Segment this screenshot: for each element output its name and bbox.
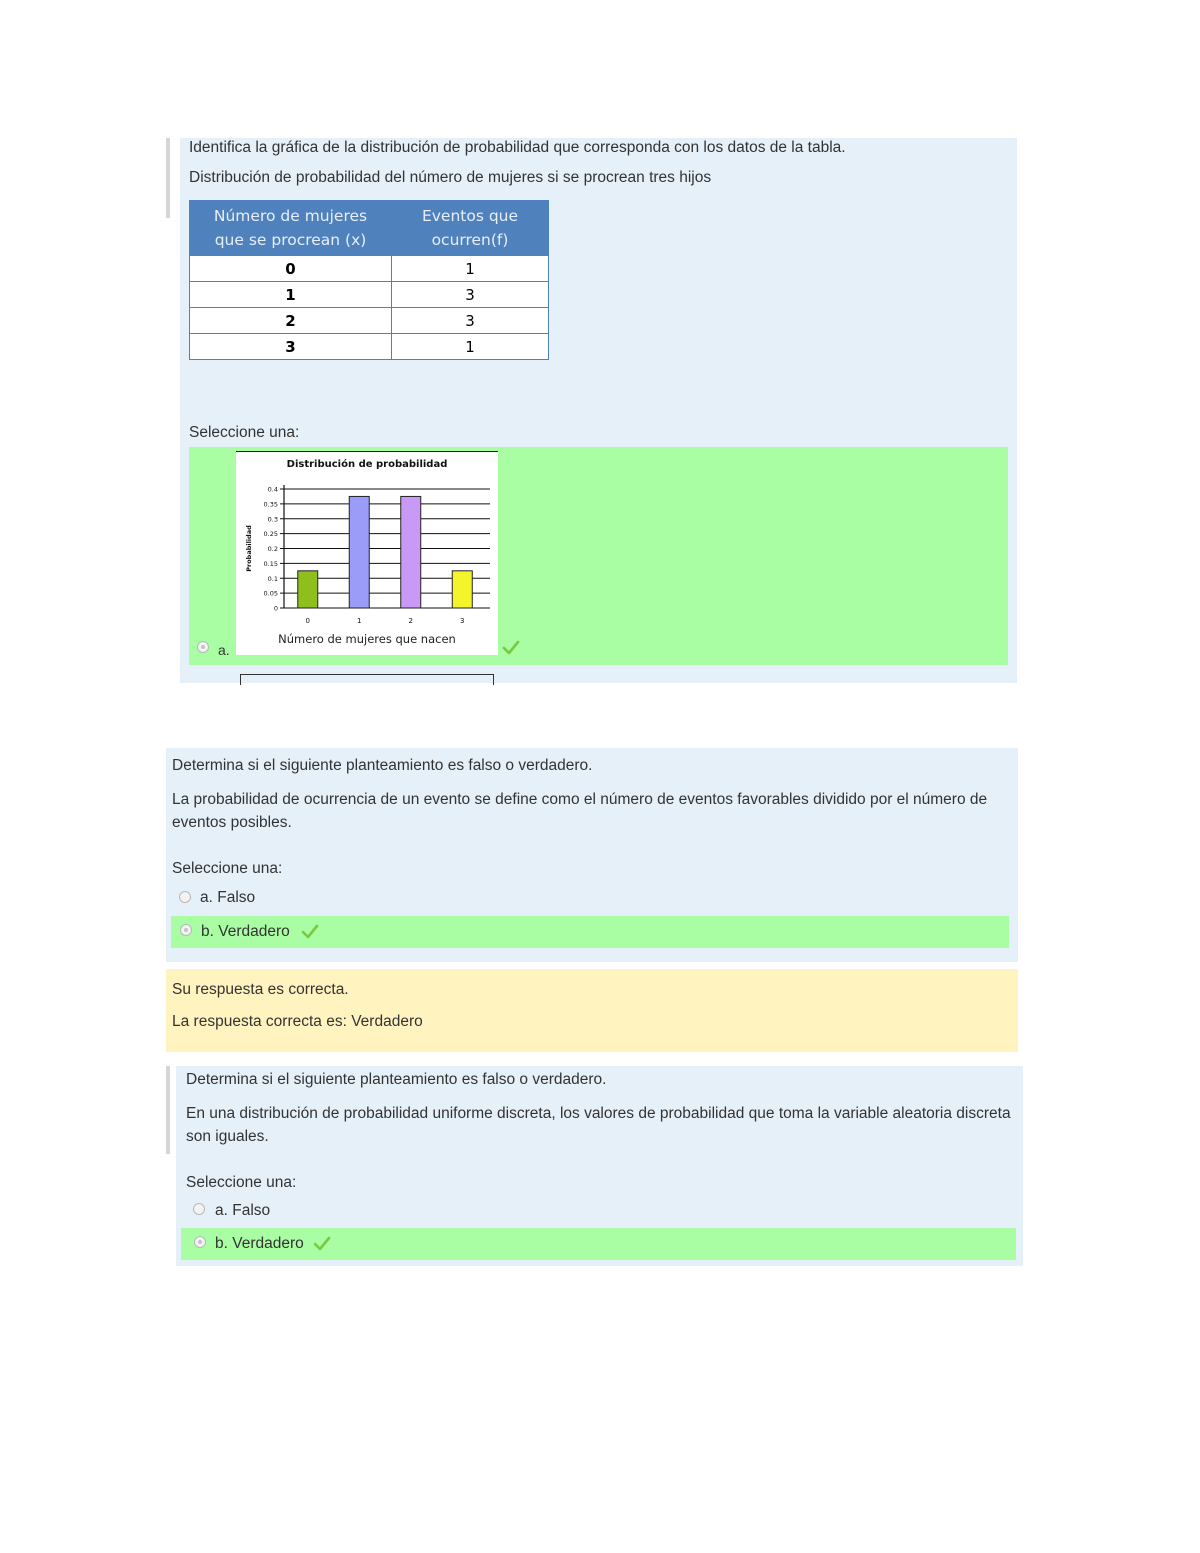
question-3-statement: En una distribución de probabilidad uniforme discreta, los valores de probabilidad que toma la variable aleatoria discreta son iguales. bbox=[186, 1105, 1011, 1145]
y-tick-label: 0.4 bbox=[267, 485, 278, 494]
probability-chart-svg bbox=[236, 451, 498, 655]
x-tick-label: 2 bbox=[408, 617, 413, 625]
question-2-prompt: Determina si el siguiente planteamiento es falso o verdadero. bbox=[172, 757, 593, 774]
question-3-option-a[interactable] bbox=[176, 1200, 1016, 1226]
option-a-label: a. bbox=[218, 642, 230, 658]
chart-bar bbox=[298, 571, 318, 608]
question-2-select-label: Seleccione una: bbox=[172, 860, 283, 877]
option-b-label: b. Verdadero bbox=[215, 1235, 304, 1252]
question-2-option-a[interactable] bbox=[166, 885, 1006, 911]
table-cell-x: 2 bbox=[190, 308, 392, 334]
table-cell-f: 3 bbox=[392, 282, 549, 308]
question-1-subtitle: Distribución de probabilidad del número de mujeres si se procrean tres hijos bbox=[189, 169, 712, 186]
y-tick-label: 0.1 bbox=[267, 574, 278, 583]
distribution-table bbox=[189, 200, 549, 360]
table-cell-f: 1 bbox=[392, 334, 549, 360]
table-cell-x: 0 bbox=[190, 256, 392, 282]
feedback-status: Su respuesta es correcta. bbox=[172, 981, 349, 998]
question-3-side-bar bbox=[166, 1066, 170, 1154]
option-a-label: a. Falso bbox=[200, 889, 256, 906]
table-header-f: Eventos que ocurren(f) bbox=[392, 201, 549, 256]
question-1-side-bar bbox=[166, 138, 170, 218]
x-axis-label: Número de mujeres que nacen bbox=[278, 632, 456, 646]
y-tick-label: 0.2 bbox=[267, 545, 278, 553]
x-tick-label: 0 bbox=[305, 617, 310, 625]
option-a-row[interactable] bbox=[189, 447, 1008, 665]
table-row bbox=[190, 256, 549, 282]
table-cell-f: 1 bbox=[392, 256, 549, 282]
chart-bar bbox=[349, 496, 369, 608]
option-b-radio[interactable] bbox=[180, 924, 192, 936]
correct-check-icon bbox=[313, 1235, 331, 1253]
x-tick-label: 1 bbox=[357, 617, 362, 625]
chart-bar bbox=[401, 496, 421, 608]
feedback-panel bbox=[166, 969, 1018, 1052]
question-2-option-b[interactable] bbox=[171, 916, 1009, 948]
x-tick-label: 3 bbox=[460, 617, 465, 625]
y-tick-label: 0.35 bbox=[263, 500, 278, 509]
table-header-x: Número de mujeres que se procrean (x) bbox=[190, 201, 392, 256]
question-3-select-label: Seleccione una: bbox=[186, 1174, 297, 1191]
option-a-label: a. Falso bbox=[215, 1202, 271, 1219]
table-row bbox=[190, 334, 549, 360]
table-cell-x: 3 bbox=[190, 334, 392, 360]
option-a-radio[interactable] bbox=[179, 891, 191, 903]
y-tick-label: 0 bbox=[273, 604, 278, 613]
correct-check-icon bbox=[301, 923, 319, 941]
option-a-radio[interactable] bbox=[193, 1203, 205, 1215]
y-tick-label: 0.05 bbox=[263, 589, 278, 598]
y-tick-label: 0.3 bbox=[267, 515, 278, 524]
chart-bar bbox=[452, 571, 472, 608]
table-row bbox=[190, 308, 549, 334]
y-tick-label: 0.15 bbox=[263, 559, 278, 568]
question-1-panel bbox=[180, 138, 1017, 683]
option-b-label: b. Verdadero bbox=[201, 923, 290, 940]
table-cell-x: 1 bbox=[190, 282, 392, 308]
probability-chart[interactable] bbox=[236, 451, 498, 655]
table-cell-f: 3 bbox=[392, 308, 549, 334]
table-row bbox=[190, 282, 549, 308]
question-1-prompt: Identifica la gráfica de la distribución de probabilidad que corresponda con los datos de la tabla. bbox=[189, 139, 846, 156]
question-3-option-b[interactable] bbox=[181, 1228, 1016, 1260]
question-1-select-label: Seleccione una: bbox=[189, 424, 300, 441]
chart-title: Distribución de probabilidad bbox=[286, 459, 448, 470]
question-3-prompt: Determina si el siguiente planteamiento es falso o verdadero. bbox=[186, 1071, 607, 1088]
question-3-panel bbox=[176, 1066, 1023, 1266]
y-tick-label: 0.25 bbox=[263, 530, 278, 539]
feedback-correct-answer: La respuesta correcta es: Verdadero bbox=[172, 1013, 423, 1030]
question-2-statement: La probabilidad de ocurrencia de un evento se define como el número de eventos favorables dividido por el número de eventos posibles. bbox=[172, 791, 988, 831]
option-a-radio[interactable] bbox=[197, 641, 209, 653]
next-option-frame bbox=[240, 674, 494, 685]
question-2-panel bbox=[166, 748, 1018, 962]
option-b-radio[interactable] bbox=[194, 1236, 206, 1248]
y-axis-label: Probabilidad bbox=[245, 525, 253, 572]
correct-check-icon bbox=[502, 639, 520, 657]
